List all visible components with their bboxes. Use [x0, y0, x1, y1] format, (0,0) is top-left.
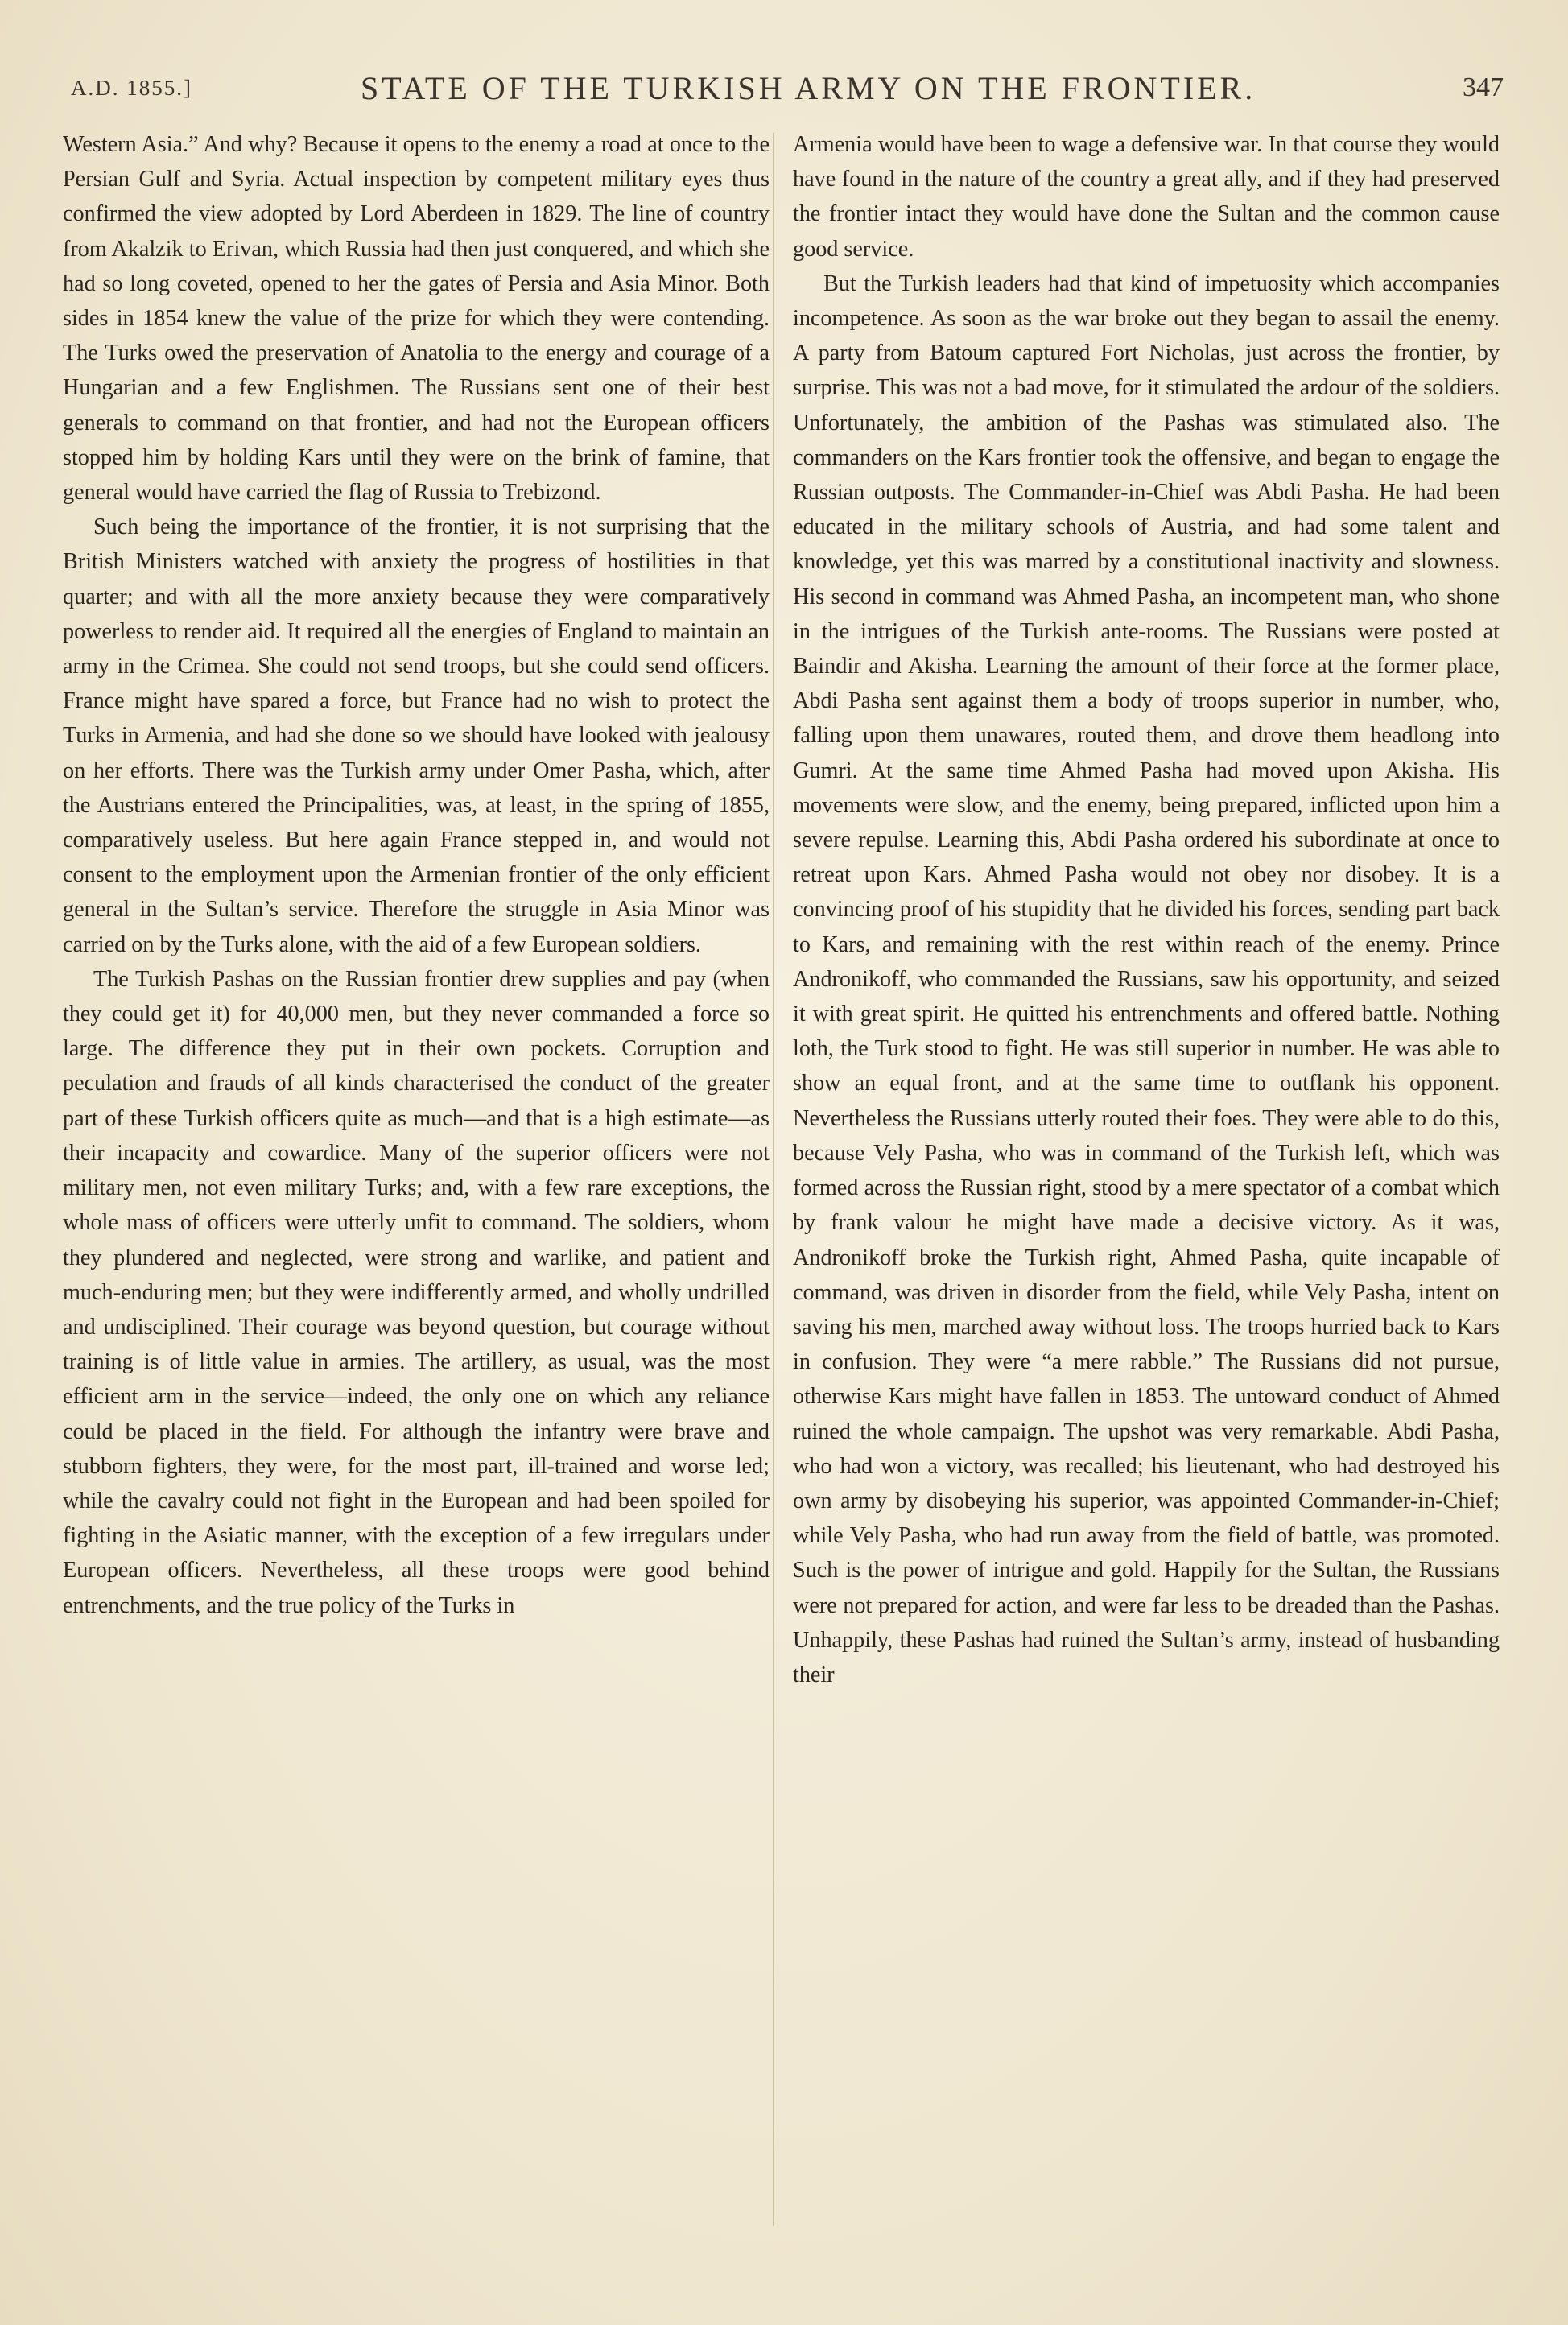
paragraph: Western Asia.” And why? Because it opens to the enemy a road at once to the Persian Gulf and Syria. Actual inspection by competent military eyes thus confirmed the view adopted by Lord Aberdeen in 1829. The line of country from Akalzik to Erivan, which Russia had then just conquered, and which she had so long coveted, opened to her the gates of Persia and Asia Minor. Both sides in 1854 knew the value of the prize for which they were contending. The Turks owed the preservation of Anatolia to the energy and courage of a Hungarian and a few Englishmen. The Russians sent one of their best generals to command on that frontier, and had not the European officers stopped him by holding Kars until they were on the brink of famine, that general would have carried the flag of Russia to Trebizond.	[63, 132, 770, 506]
paragraph: The Turkish Pashas on the Russian frontier drew supplies and pay (when they could get it) for 40,000 men, but they never commanded a force so large. The difference they put in their own pockets. Corruption and peculation and frauds of all kinds characterised the conduct of the greater part of these Turkish officers quite as much—and that is a high estimate—as their incapacity and cowardice. Many of the superior officers were not military men, not even military Turks; and, with a few rare exceptions, the whole mass of officers were utterly unfit to command. The soldiers, whom they plundered and neglected, were strong and warlike, and patient and much-enduring men; but they were indifferently armed, and wholly undrilled and undisciplined. Their courage was beyond question, but courage without training is of little value in armies. The artillery, as usual, was the most efficient arm in the service—indeed, the only one on which any reliance could be placed in the field. For although the infantry were brave and stubborn fighters, they were, for the most part, ill-trained and worse led; while the cavalry could not fight in the European and had been spoiled for fighting in the Asiatic manner, with the exception of a few irregulars under European officers. Nevertheless, all these troops were good behind entrenchments, and the true policy of the Turks in	[63, 966, 770, 1618]
header-date: A.D. 1855.]	[71, 76, 192, 100]
column-divider	[773, 133, 774, 2226]
right-column	[793, 127, 1500, 1692]
page-number: 347	[1463, 72, 1504, 102]
left-column	[63, 127, 770, 1623]
paragraph: Such being the importance of the frontier, it is not surprising that the British Ministers watched with anxiety the progress of hostilities in that quarter; and with all the more anxiety because they were comparatively powerless to render aid. It required all the energies of England to maintain an army in the Crimea. She could not send troops, but she could send officers. France might have spared a force, but France had no wish to protect the Turks in Armenia, and had she done so we should have looked with jealousy on her efforts. There was the Turkish army under Omer Pasha, which, after the Austrians entered the Principalities, was, at least, in the spring of 1855, comparatively useless. But here again France stepped in, and would not consent to the employment upon the Armenian frontier of the only efficient general in the Sultan’s service. Therefore the struggle in Asia Minor was carried on by the Turks alone, with the aid of a few European soldiers.	[63, 514, 770, 957]
running-header	[71, 64, 1504, 113]
header-title: STATE OF THE TURKISH ARMY ON THE FRONTIER.	[361, 70, 1256, 106]
paragraph: But the Turkish leaders had that kind of impetuosity which accompanies incompetence. As soon as the war broke out they began to assail the enemy. A party from Batoum captured Fort Nicholas, just across the frontier, by surprise. This was not a bad move, for it stimulated the ardour of the soldiers. Unfortunately, the ambition of the Pashas was stimulated also. The commanders on the Kars frontier took the offensive, and began to engage the Russian outposts. The Commander-in-Chief was Abdi Pasha. He had been educated in the military schools of Austria, and had some talent and knowledge, yet this was marred by a constitutional inactivity and slowness. His second in command was Ahmed Pasha, an incompetent man, who shone in the intrigues of the Turkish ante-rooms. The Russians were posted at Baindir and Akisha. Learning the amount of their force at the former place, Abdi Pasha sent against them a body of troops superior in number, who, falling upon them unawares, routed them, and drove them headlong into Gumri. At the same time Ahmed Pasha had moved upon Akisha. His movements were slow, and the enemy, being prepared, inflicted upon him a severe repulse. Learning this, Abdi Pasha ordered his subordinate at once to retreat upon Kars. Ahmed Pasha would not obey nor disobey. It is a convincing proof of his stupidity that he divided his forces, sending part back to Kars, and remaining with the rest within reach of the enemy. Prince Andronikoff, who commanded the Russians, saw his opportunity, and seized it with great spirit. He quitted his entrenchments and offered battle. Nothing loth, the Turk stood to fight. He was still superior in number. He was able to show an equal front, and at the same time to outflank his opponent. Nevertheless the Russians utterly routed their foes. They were able to do this, because Vely Pasha, who was in command of the Turkish left, which was formed across the Russian right, stood by a mere spectator of a combat which by frank valour he might have made a decisive victory. As it was, Andronikoff broke the Turkish right, Ahmed Pasha, quite incapable of command, was driven in disorder from the field, while Vely Pasha, intent on saving his men, marched away without loss. The troops hurried back to Kars in confusion. They were “a mere rabble.” The Russians did not pursue, otherwise Kars might have fallen in 1853. The untoward conduct of Ahmed ruined the whole campaign. The upshot was very remarkable. Abdi Pasha, who had won a victory, was recalled; his lieutenant, who had destroyed his own army by disobeying his superior, was appointed Commander-in-Chief; while Vely Pasha, who had run away from the field of battle, was promoted. Such is the power of intrigue and gold. Happily for the Sultan, the Russians were not prepared for action, and were far less to be dreaded than the Pashas. Unhappily, these Pashas had ruined the Sultan’s army, instead of husbanding their	[793, 270, 1500, 1687]
paragraph: Armenia would have been to wage a defensive war. In that course they would have found in the nature of the country a great ally, and if they had preserved the frontier intact they would have done the Sultan and the common cause good service.	[793, 132, 1500, 262]
